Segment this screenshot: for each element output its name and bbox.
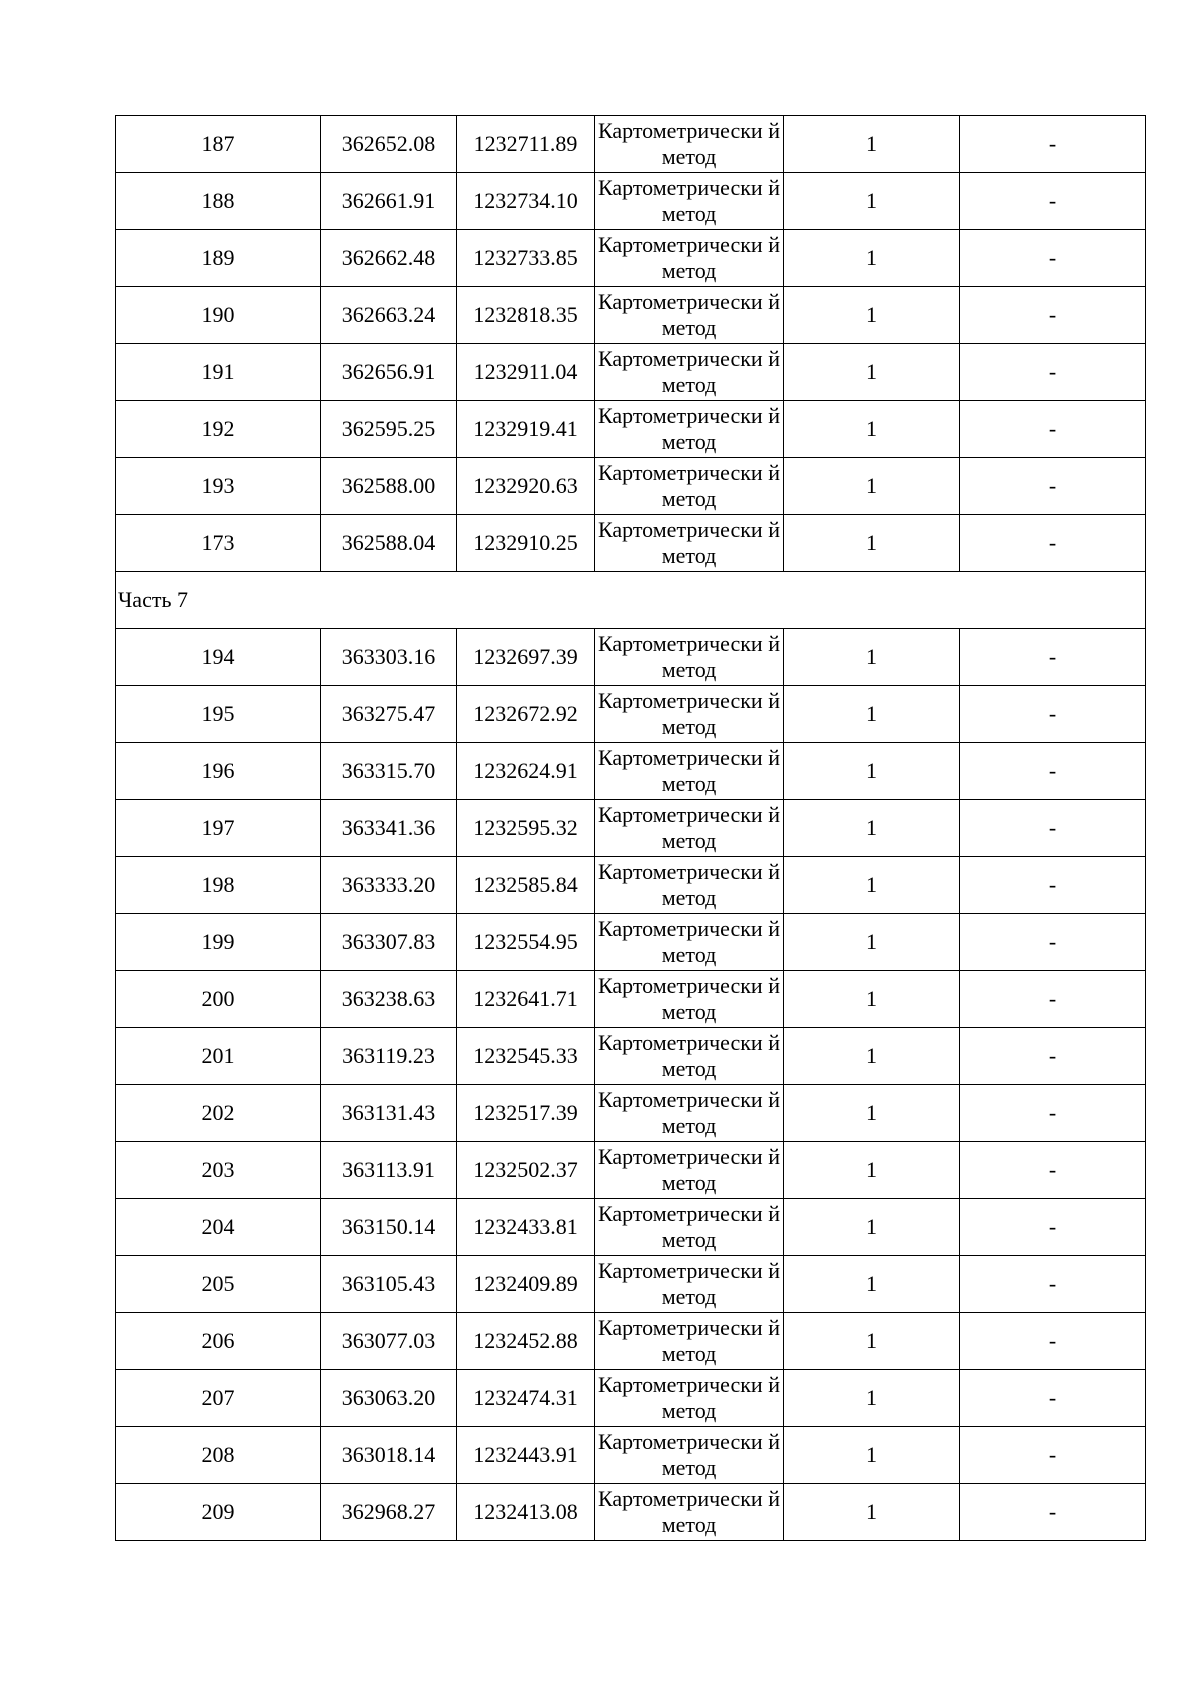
point-number-cell: 205 bbox=[116, 1256, 321, 1313]
y-coordinate-cell: 1232911.04 bbox=[457, 344, 595, 401]
precision-cell: 1 bbox=[784, 800, 960, 857]
x-coordinate-cell: 363150.14 bbox=[321, 1199, 457, 1256]
x-coordinate-cell: 363333.20 bbox=[321, 857, 457, 914]
y-coordinate-cell: 1232818.35 bbox=[457, 287, 595, 344]
method-cell: Картометрически й метод bbox=[595, 1199, 784, 1256]
point-number-cell: 188 bbox=[116, 173, 321, 230]
section-row bbox=[116, 572, 1146, 629]
description-cell: - bbox=[960, 629, 1146, 686]
precision-cell: 1 bbox=[784, 971, 960, 1028]
x-coordinate-cell: 363341.36 bbox=[321, 800, 457, 857]
table-row bbox=[116, 1484, 1146, 1541]
description-cell: - bbox=[960, 1427, 1146, 1484]
description-cell: - bbox=[960, 743, 1146, 800]
precision-cell: 1 bbox=[784, 401, 960, 458]
y-coordinate-cell: 1232502.37 bbox=[457, 1142, 595, 1199]
x-coordinate-cell: 362595.25 bbox=[321, 401, 457, 458]
method-cell: Картометрически й метод bbox=[595, 1427, 784, 1484]
description-cell: - bbox=[960, 230, 1146, 287]
precision-cell: 1 bbox=[784, 1427, 960, 1484]
table-row bbox=[116, 857, 1146, 914]
precision-cell: 1 bbox=[784, 743, 960, 800]
x-coordinate-cell: 362661.91 bbox=[321, 173, 457, 230]
precision-cell: 1 bbox=[784, 1028, 960, 1085]
description-cell: - bbox=[960, 1370, 1146, 1427]
precision-cell: 1 bbox=[784, 914, 960, 971]
x-coordinate-cell: 362652.08 bbox=[321, 116, 457, 173]
table-row bbox=[116, 344, 1146, 401]
description-cell: - bbox=[960, 1256, 1146, 1313]
y-coordinate-cell: 1232433.81 bbox=[457, 1199, 595, 1256]
x-coordinate-cell: 363105.43 bbox=[321, 1256, 457, 1313]
description-cell: - bbox=[960, 800, 1146, 857]
point-number-cell: 207 bbox=[116, 1370, 321, 1427]
precision-cell: 1 bbox=[784, 1313, 960, 1370]
method-cell: Картометрически й метод bbox=[595, 1370, 784, 1427]
table-row bbox=[116, 230, 1146, 287]
precision-cell: 1 bbox=[784, 173, 960, 230]
x-coordinate-cell: 363018.14 bbox=[321, 1427, 457, 1484]
x-coordinate-cell: 362656.91 bbox=[321, 344, 457, 401]
method-cell: Картометрически й метод bbox=[595, 743, 784, 800]
y-coordinate-cell: 1232545.33 bbox=[457, 1028, 595, 1085]
point-number-cell: 196 bbox=[116, 743, 321, 800]
table-row bbox=[116, 1427, 1146, 1484]
precision-cell: 1 bbox=[784, 857, 960, 914]
method-cell: Картометрически й метод bbox=[595, 686, 784, 743]
method-cell: Картометрически й метод bbox=[595, 287, 784, 344]
description-cell: - bbox=[960, 401, 1146, 458]
table-row bbox=[116, 515, 1146, 572]
y-coordinate-cell: 1232409.89 bbox=[457, 1256, 595, 1313]
method-cell: Картометрически й метод bbox=[595, 1085, 784, 1142]
point-number-cell: 204 bbox=[116, 1199, 321, 1256]
section-label: Часть 7 bbox=[116, 572, 1146, 629]
coordinates-table-body bbox=[116, 116, 1146, 1541]
description-cell: - bbox=[960, 1199, 1146, 1256]
precision-cell: 1 bbox=[784, 1085, 960, 1142]
y-coordinate-cell: 1232452.88 bbox=[457, 1313, 595, 1370]
precision-cell: 1 bbox=[784, 1256, 960, 1313]
description-cell: - bbox=[960, 1028, 1146, 1085]
table-row bbox=[116, 1313, 1146, 1370]
method-cell: Картометрически й метод bbox=[595, 914, 784, 971]
x-coordinate-cell: 363315.70 bbox=[321, 743, 457, 800]
table-row bbox=[116, 116, 1146, 173]
description-cell: - bbox=[960, 173, 1146, 230]
method-cell: Картометрически й метод bbox=[595, 1142, 784, 1199]
y-coordinate-cell: 1232672.92 bbox=[457, 686, 595, 743]
table-row bbox=[116, 1028, 1146, 1085]
y-coordinate-cell: 1232624.91 bbox=[457, 743, 595, 800]
point-number-cell: 197 bbox=[116, 800, 321, 857]
x-coordinate-cell: 362662.48 bbox=[321, 230, 457, 287]
description-cell: - bbox=[960, 1313, 1146, 1370]
y-coordinate-cell: 1232711.89 bbox=[457, 116, 595, 173]
point-number-cell: 199 bbox=[116, 914, 321, 971]
table-row bbox=[116, 743, 1146, 800]
point-number-cell: 198 bbox=[116, 857, 321, 914]
x-coordinate-cell: 363275.47 bbox=[321, 686, 457, 743]
y-coordinate-cell: 1232734.10 bbox=[457, 173, 595, 230]
table-row bbox=[116, 1370, 1146, 1427]
precision-cell: 1 bbox=[784, 287, 960, 344]
y-coordinate-cell: 1232919.41 bbox=[457, 401, 595, 458]
y-coordinate-cell: 1232443.91 bbox=[457, 1427, 595, 1484]
y-coordinate-cell: 1232554.95 bbox=[457, 914, 595, 971]
precision-cell: 1 bbox=[784, 515, 960, 572]
table-row bbox=[116, 1085, 1146, 1142]
y-coordinate-cell: 1232595.32 bbox=[457, 800, 595, 857]
x-coordinate-cell: 362588.00 bbox=[321, 458, 457, 515]
method-cell: Картометрически й метод bbox=[595, 344, 784, 401]
method-cell: Картометрически й метод bbox=[595, 629, 784, 686]
y-coordinate-cell: 1232474.31 bbox=[457, 1370, 595, 1427]
description-cell: - bbox=[960, 686, 1146, 743]
table-row bbox=[116, 686, 1146, 743]
description-cell: - bbox=[960, 914, 1146, 971]
method-cell: Картометрически й метод bbox=[595, 458, 784, 515]
point-number-cell: 195 bbox=[116, 686, 321, 743]
coordinates-table bbox=[115, 115, 1146, 1541]
point-number-cell: 201 bbox=[116, 1028, 321, 1085]
description-cell: - bbox=[960, 515, 1146, 572]
x-coordinate-cell: 362663.24 bbox=[321, 287, 457, 344]
table-row bbox=[116, 1256, 1146, 1313]
point-number-cell: 189 bbox=[116, 230, 321, 287]
method-cell: Картометрически й метод bbox=[595, 116, 784, 173]
x-coordinate-cell: 363119.23 bbox=[321, 1028, 457, 1085]
y-coordinate-cell: 1232517.39 bbox=[457, 1085, 595, 1142]
method-cell: Картометрически й метод bbox=[595, 230, 784, 287]
precision-cell: 1 bbox=[784, 458, 960, 515]
method-cell: Картометрически й метод bbox=[595, 1313, 784, 1370]
table-row bbox=[116, 971, 1146, 1028]
description-cell: - bbox=[960, 1142, 1146, 1199]
x-coordinate-cell: 363063.20 bbox=[321, 1370, 457, 1427]
point-number-cell: 193 bbox=[116, 458, 321, 515]
method-cell: Картометрически й метод bbox=[595, 1028, 784, 1085]
point-number-cell: 173 bbox=[116, 515, 321, 572]
y-coordinate-cell: 1232910.25 bbox=[457, 515, 595, 572]
precision-cell: 1 bbox=[784, 1484, 960, 1541]
table-row bbox=[116, 914, 1146, 971]
precision-cell: 1 bbox=[784, 629, 960, 686]
precision-cell: 1 bbox=[784, 230, 960, 287]
table-row bbox=[116, 1199, 1146, 1256]
y-coordinate-cell: 1232641.71 bbox=[457, 971, 595, 1028]
description-cell: - bbox=[960, 1085, 1146, 1142]
point-number-cell: 208 bbox=[116, 1427, 321, 1484]
point-number-cell: 194 bbox=[116, 629, 321, 686]
description-cell: - bbox=[960, 857, 1146, 914]
x-coordinate-cell: 363307.83 bbox=[321, 914, 457, 971]
point-number-cell: 192 bbox=[116, 401, 321, 458]
description-cell: - bbox=[960, 116, 1146, 173]
x-coordinate-cell: 363077.03 bbox=[321, 1313, 457, 1370]
precision-cell: 1 bbox=[784, 1370, 960, 1427]
point-number-cell: 191 bbox=[116, 344, 321, 401]
x-coordinate-cell: 363238.63 bbox=[321, 971, 457, 1028]
x-coordinate-cell: 362588.04 bbox=[321, 515, 457, 572]
x-coordinate-cell: 363131.43 bbox=[321, 1085, 457, 1142]
y-coordinate-cell: 1232697.39 bbox=[457, 629, 595, 686]
table-row bbox=[116, 800, 1146, 857]
x-coordinate-cell: 363303.16 bbox=[321, 629, 457, 686]
point-number-cell: 190 bbox=[116, 287, 321, 344]
precision-cell: 1 bbox=[784, 686, 960, 743]
x-coordinate-cell: 363113.91 bbox=[321, 1142, 457, 1199]
precision-cell: 1 bbox=[784, 1199, 960, 1256]
method-cell: Картометрически й метод bbox=[595, 401, 784, 458]
method-cell: Картометрически й метод bbox=[595, 971, 784, 1028]
y-coordinate-cell: 1232413.08 bbox=[457, 1484, 595, 1541]
table-row bbox=[116, 173, 1146, 230]
precision-cell: 1 bbox=[784, 344, 960, 401]
table-row bbox=[116, 287, 1146, 344]
description-cell: - bbox=[960, 1484, 1146, 1541]
y-coordinate-cell: 1232733.85 bbox=[457, 230, 595, 287]
method-cell: Картометрически й метод bbox=[595, 800, 784, 857]
description-cell: - bbox=[960, 971, 1146, 1028]
point-number-cell: 203 bbox=[116, 1142, 321, 1199]
description-cell: - bbox=[960, 344, 1146, 401]
method-cell: Картометрически й метод bbox=[595, 173, 784, 230]
point-number-cell: 200 bbox=[116, 971, 321, 1028]
precision-cell: 1 bbox=[784, 1142, 960, 1199]
y-coordinate-cell: 1232920.63 bbox=[457, 458, 595, 515]
method-cell: Картометрически й метод bbox=[595, 1256, 784, 1313]
table-row bbox=[116, 1142, 1146, 1199]
method-cell: Картометрически й метод bbox=[595, 1484, 784, 1541]
x-coordinate-cell: 362968.27 bbox=[321, 1484, 457, 1541]
table-row bbox=[116, 401, 1146, 458]
table-row bbox=[116, 458, 1146, 515]
point-number-cell: 206 bbox=[116, 1313, 321, 1370]
table-row bbox=[116, 629, 1146, 686]
point-number-cell: 209 bbox=[116, 1484, 321, 1541]
point-number-cell: 202 bbox=[116, 1085, 321, 1142]
description-cell: - bbox=[960, 458, 1146, 515]
method-cell: Картометрически й метод bbox=[595, 857, 784, 914]
point-number-cell: 187 bbox=[116, 116, 321, 173]
y-coordinate-cell: 1232585.84 bbox=[457, 857, 595, 914]
method-cell: Картометрически й метод bbox=[595, 515, 784, 572]
precision-cell: 1 bbox=[784, 116, 960, 173]
description-cell: - bbox=[960, 287, 1146, 344]
